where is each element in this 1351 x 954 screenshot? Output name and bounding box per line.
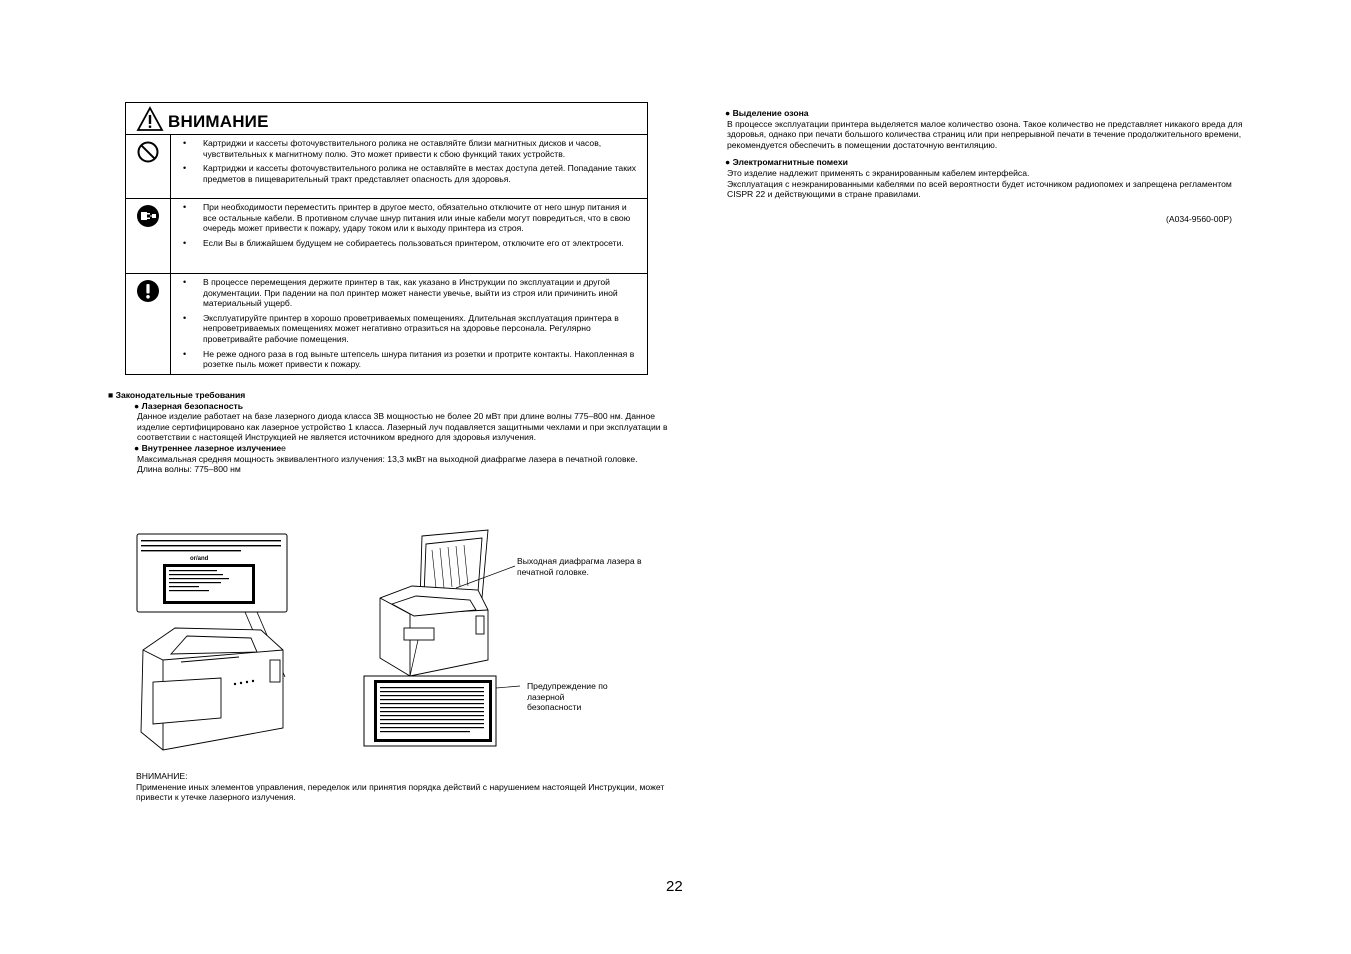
or-and-text: or/and — [190, 556, 209, 562]
exclamation-icon — [136, 279, 160, 303]
safety-label: Предупреждение по лазерной безопасности — [527, 681, 608, 713]
emi-line-1: Это изделие надлежит применять с экранированным кабелем интерфейса. — [727, 167, 1030, 178]
warning-box — [125, 102, 648, 375]
right-column — [725, 108, 1245, 200]
legal-requirements — [108, 390, 668, 475]
bottom-warning-title: ВНИМАНИЕ: — [136, 771, 188, 781]
unplug-icon — [136, 204, 160, 228]
warning-item: • Не реже одного раза в год выньте штепсель шнура питания из розетки и протрите контакты. Накопленная в розетке пыль может привести к пожару. — [171, 349, 639, 370]
aperture-label: Выходная диафрагма лазера в печатной головке. — [517, 556, 642, 577]
warning-item: • Эксплуатируйте принтер в хорошо проветриваемых помещениях. Длительная эксплуатация принтера в непроветриваемых помещениях может негативно отразиться на здоровье персонала. Регулярно проветривайте рабочие помещения. — [171, 313, 639, 345]
prohibition-icon — [136, 140, 160, 164]
page-number: 22 — [666, 878, 683, 895]
warning-item: • Если Вы в ближайшем будущем не собираетесь пользоваться принтером, отключите его от электросети. — [171, 238, 639, 249]
warning-row — [126, 135, 647, 199]
warning-row — [126, 274, 647, 374]
internal-laser-heading: ● Внутреннее лазерное излучениее — [134, 442, 286, 453]
emi-line-2: Эксплуатация с неэкранированными кабелями по всей вероятности будет источником радиопомех и запрещена регламентом CISPR 22 и действующими в стране правилами. — [727, 178, 1232, 200]
printer-label-figure — [135, 532, 295, 757]
wavelength-text: Длина волны: 775–800 нм — [137, 464, 241, 475]
document-code: (A034-9560-00P) — [1166, 214, 1232, 224]
ozone-text: В процессе эксплуатации принтера выделяется малое количество озона. Такое количество не представляет никакого вреда для здоровья, однако при печати большого количества страниц или при непрерывной печати в течение продолжительного времени, рекомендуется обеспечить в помещении достаточную вентиляцию. — [727, 118, 1243, 150]
bottom-warning-text: Применение иных элементов управления, переделок или принятия порядка действий с нарушением настоящей Инструкции, может привести к утечке лазерного излучения. — [136, 781, 665, 803]
warning-item: • В процессе перемещения держите принтер в так, как указано в Инструкции по эксплуатации и другой документации. При падении на пол принтер может нанести увечье, выйти из строя или причинить иной материальный ущерб. — [171, 277, 639, 309]
bottom-warning — [136, 771, 676, 803]
warning-title: ВНИМАНИЕ — [168, 111, 269, 131]
emi-heading: ● Электромагнитные помехи — [725, 157, 848, 168]
warning-row — [126, 199, 647, 274]
laser-safety-text: Данное изделие работает на базе лазерного диода класса 3B мощностью не более 20 мВт при длине волны 775–800 нм. Данное изделие сертифицировано как лазерное устройство 1 класса. Лазерный луч подавляется защитными чехлами и при эксплуатации в соответствии с настоящей Инструкцией не является источником вредного для здоровья излучения. — [137, 411, 668, 443]
warning-header — [126, 103, 647, 135]
legal-heading: ■ Законодательные требования — [108, 390, 246, 400]
warning-item: • При необходимости переместить принтер в другое место, обязательно отключите от него шнур питания и все остальные кабели. В противном случае шнур питания или иные кабели могут повредиться, что в свою очередь может привести к пожару, удару током или к выходу принтера из строя. — [171, 202, 639, 234]
ozone-heading: ● Выделение озона — [725, 108, 809, 118]
warning-item: • Картриджи и кассеты фоточувствительного ролика не оставляйте в местах доступа детей. Попадание таких предметов в пищеварительный тракт представляет опасность для здоровья. — [171, 163, 639, 184]
printer-open-figure — [360, 528, 520, 748]
warning-triangle-icon — [136, 106, 164, 132]
laser-safety-heading: ● Лазерная безопасность — [134, 400, 244, 411]
warning-item: • Картриджи и кассеты фоточувствительного ролика не оставляйте близи магнитных дисков и часов, чувствительных к магнитному полю. Это может привести к сбою функций таких устройств. — [171, 138, 639, 159]
internal-laser-text: Максимальная средняя мощность эквивалентного излучения: 13,3 мкВт на выходной диафрагме лазера в печатной головке. — [137, 453, 638, 464]
